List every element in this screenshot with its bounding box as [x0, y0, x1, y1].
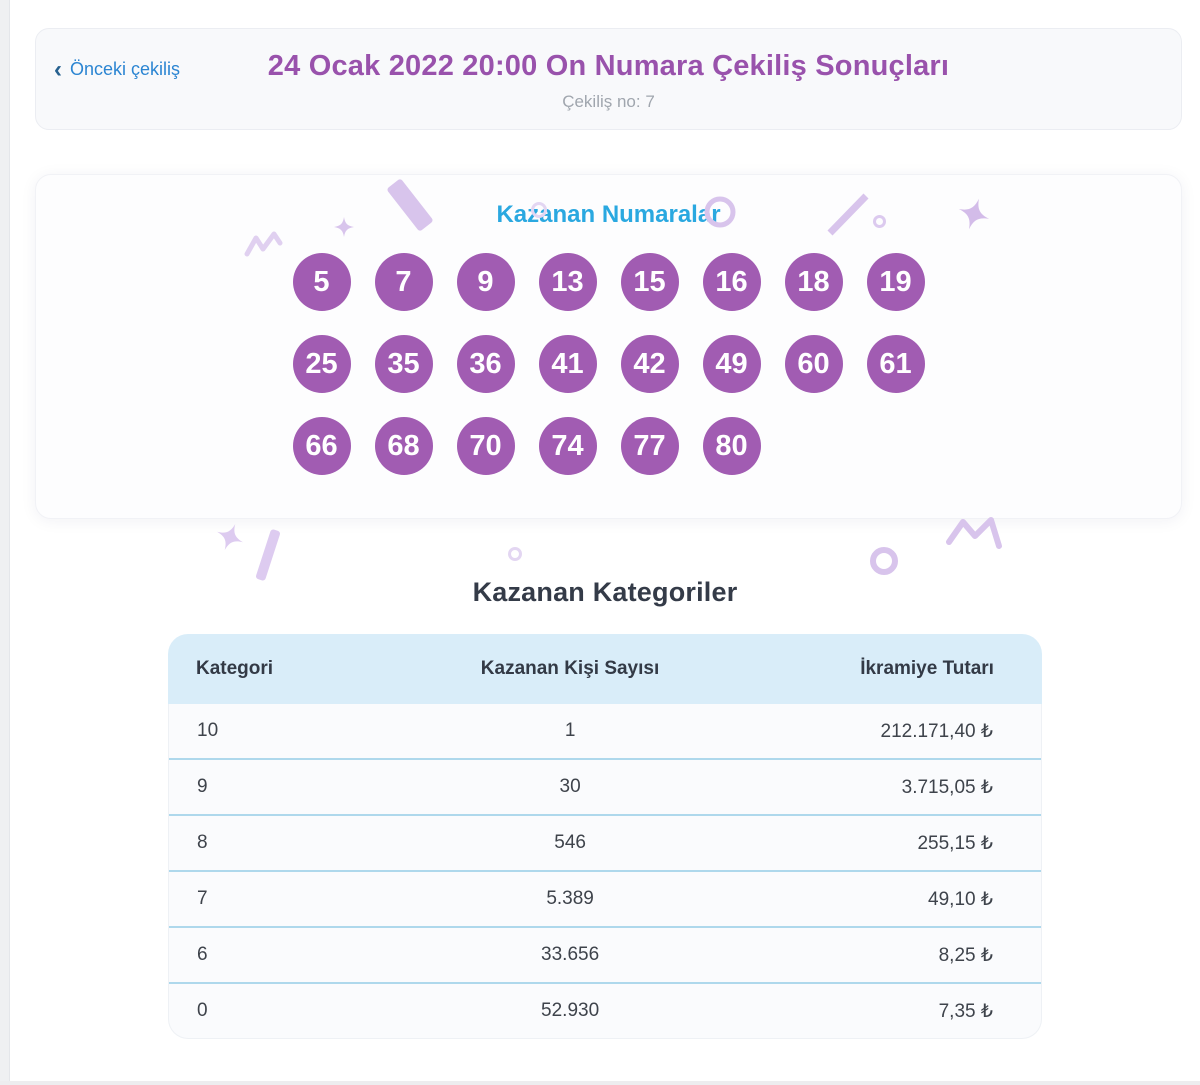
- winning-numbers-card: [35, 174, 1182, 519]
- table-header-row: [168, 634, 1042, 704]
- winning-numbers-section: [10, 174, 1200, 519]
- number-ball: 80: [703, 417, 761, 475]
- winning-numbers-heading: Kazanan Numaralar: [496, 201, 721, 228]
- number-ball: 42: [621, 335, 679, 393]
- prize-cell: 255,15 ₺: [917, 832, 993, 854]
- chevron-left-icon: ‹: [54, 55, 62, 83]
- number-ball: 5: [293, 253, 351, 311]
- number-ball: 61: [867, 335, 925, 393]
- page-title: 24 Ocak 2022 20:00 On Numara Çekiliş Sonuçları: [267, 50, 950, 82]
- table-row: [169, 758, 1041, 814]
- winners-cell: 52.930: [541, 1000, 600, 1021]
- number-ball: 13: [539, 253, 597, 311]
- column-header-kategori: Kategori: [196, 658, 274, 679]
- previous-draw-link[interactable]: [54, 55, 181, 83]
- confetti-bar-icon: [255, 529, 281, 582]
- winners-cell: 1: [564, 720, 576, 741]
- categories-heading: Kazanan Kategoriler: [472, 577, 738, 607]
- number-ball: 77: [621, 417, 679, 475]
- table-body: [168, 704, 1042, 1039]
- column-header-kisi-sayisi: Kazanan Kişi Sayısı: [480, 658, 660, 679]
- number-ball: 16: [703, 253, 761, 311]
- bottom-edge-strip: [0, 1081, 1200, 1085]
- header-card: [35, 28, 1182, 130]
- category-cell: 8: [197, 832, 208, 853]
- category-cell: 6: [197, 944, 208, 965]
- number-ball: 19: [867, 253, 925, 311]
- number-ball: 9: [457, 253, 515, 311]
- prize-cell: 7,35 ₺: [938, 1000, 993, 1022]
- winning-numbers-list: [293, 253, 925, 475]
- confetti-circle-icon: [868, 545, 900, 577]
- number-ball: 60: [785, 335, 843, 393]
- winners-cell: 546: [554, 832, 586, 853]
- prize-cell: 3.715,05 ₺: [901, 776, 993, 798]
- table-row: [169, 982, 1041, 1038]
- number-ball: 70: [457, 417, 515, 475]
- table-row: [169, 870, 1041, 926]
- number-ball: 41: [539, 335, 597, 393]
- number-ball: 35: [375, 335, 433, 393]
- winners-cell: 5.389: [546, 888, 594, 909]
- table-row: [169, 814, 1041, 870]
- number-ball: 74: [539, 417, 597, 475]
- categories-table: [168, 634, 1042, 1039]
- category-cell: 9: [197, 776, 208, 797]
- number-ball: 7: [375, 253, 433, 311]
- left-edge-strip: [0, 0, 10, 1085]
- previous-draw-label: Önceki çekiliş: [70, 59, 181, 79]
- draw-number-label: Çekiliş no: 7: [562, 92, 655, 111]
- content: [10, 0, 1200, 1039]
- winners-cell: 33.656: [541, 944, 600, 965]
- table-row: [169, 704, 1041, 758]
- number-ball: 68: [375, 417, 433, 475]
- number-ball: 25: [293, 335, 351, 393]
- column-header-ikramiye: İkramiye Tutarı: [860, 658, 994, 679]
- prize-cell: 8,25 ₺: [938, 944, 993, 966]
- number-ball: 66: [293, 417, 351, 475]
- number-ball: 15: [621, 253, 679, 311]
- category-cell: 7: [197, 888, 208, 909]
- prize-cell: 212.171,40 ₺: [880, 720, 993, 742]
- number-ball: 36: [457, 335, 515, 393]
- table-row: [169, 926, 1041, 982]
- number-ball: 18: [785, 253, 843, 311]
- prize-cell: 49,10 ₺: [928, 888, 993, 910]
- winners-cell: 30: [559, 776, 581, 797]
- category-cell: 0: [197, 1000, 208, 1021]
- confetti-circle-icon: [507, 546, 523, 562]
- confetti-star-icon: [216, 523, 244, 551]
- number-ball: 49: [703, 335, 761, 393]
- category-cell: 10: [197, 720, 219, 741]
